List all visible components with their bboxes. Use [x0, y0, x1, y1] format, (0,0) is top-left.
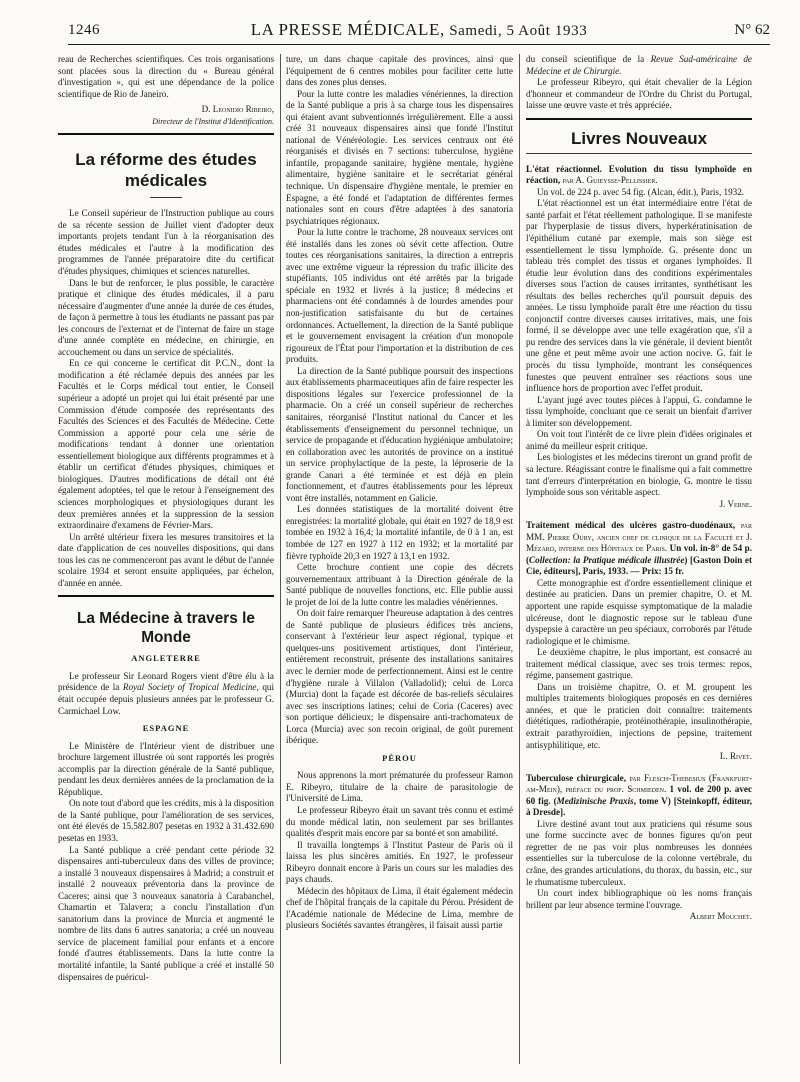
reviewer: J. Verne.: [719, 498, 752, 509]
masthead-date: Samedi, 5 Août 1933: [444, 23, 588, 39]
section-rule: [58, 133, 274, 135]
section-rule: [526, 118, 752, 120]
paragraph: ture, un dans chaque capitale des provinces, ainsi que l'équipement de 6 centres mobiles pour faciliter cette lutte dans des zones plus denses.: [286, 54, 513, 88]
paragraph: L'état réactionnel est un état intermédiaire entre l'état de santé parfait et l'état réellement pathologique. Il se manifeste par l'hyperplasie de tissus divers, hyperkératinisation de l'épithélium cutané par exemple, mais son siège est essentiellement le tissu lymphoïde. G. présente donc un tableau très complet des tissus et organes lymphoïdes. Il étudie leur évolution dans des conditions expérimentales diverses sous l'action de causes irritantes, synthétisant les résultats des belles recherches qu'il poursuit depuis des années. Le tissu lymphoïde paraît être une réaction du tissu conjonctif contre diverses causes irritatives, mais, une fois formé, il se développe avec une telle exagération que, s'il a pu rendre des services dans la vie générale, il devient bientôt une gêne et peut même avoir une action nocive. G. fait le procès du tissu lymphoïde, montrant les conséquences funestes que peuvent entraîner ses réactions sous une influence hors de proportion avec l'effet produit.: [526, 198, 752, 394]
page-number: 1246: [68, 22, 100, 38]
reviewer: L. Rivet.: [719, 751, 752, 762]
column-3: [526, 54, 752, 1064]
paragraph: Le Ministère de l'Intérieur vient de distribuer une brochure largement illustrée où sont rapportés les progrès accomplis par la direction générale de la Santé publique, pendant les deux dernières années de la proclamation de la République.: [58, 740, 274, 797]
column-divider-1: [280, 54, 281, 1064]
paragraph: La Santé publique a créé pendant cette période 32 dispensaires anti-tuberculeux dans des villes de province; a installé 3 nouveaux dispensaires à Madrid; a construit et installé 2 nouveaux préventoria dans la province de Caceres; ainsi que 3 nouveaux sanatoria à Carabanchel, Chamartin et Talavera; a conclu l'installation d'un sanatorium dans la province de Murcia et augmenté le nombre de lits dans 6 autres sanatoria; a créé un nouveau service de placement familial pour enfants et a encore fondé d'autres établissements. Dans la lutte contre la mortalité infantile, la Santé publique a créé et installé 50 dispensaires de puéricul-: [58, 844, 274, 982]
paragraph: Le deuxième chapitre, le plus important, est consacré au traitement médical classique, avec ses trois termes: repos, régime, pansement gastrique.: [526, 647, 752, 681]
column-2: [286, 54, 513, 1064]
paragraph: Dans un troisième chapitre, O. et M. groupent les multiples traitements biologiques proposés en ces dernières années, et que le praticien doit connaître: traitements diététiques, radiothérapie, protéinothérapie, insulinothérapie, extrait parathyroïdien, injections de pepsine, traitement antisyphilitique, etc.: [526, 681, 752, 750]
column-1: [58, 54, 274, 1064]
paragraph: Le professeur Sir Leonard Rogers vient d'être élu à la présidence de la Royal Society of Tropical Medicine, qui était occupée depuis plusieurs années par le professeur G. Carmichael Low.: [58, 670, 274, 716]
section-rule: [58, 595, 274, 597]
paragraph: Pour la lutte contre le trachome, 28 nouveaux services ont été installés dans les zones où sévit cette affection. Outre toutes ces réorganisations sanitaires, la direction a entrepris avec une extrême vigueur la répression du trafic illicite des stupéfiants. 105 individus ont été arrêtés par la brigade spéciale en 1932 et livrés à la justice; 8 médecins et pharmaciens ont été condamnés à de lourdes amendes pour non-justification satisfaisante du but de certaines ordonnances. Actuellement, la direction de la Santé publique et le gouvernement envisagent la création d'un monopole rigoureux de l'État pour l'importation et la distribution de ces produits.: [286, 227, 513, 365]
page-header: [68, 20, 770, 42]
article-title-medecine-monde: La Médecine à travers le Monde: [77, 610, 255, 647]
header-rule: [68, 44, 770, 45]
column-divider-2: [519, 54, 520, 1064]
paragraph: L'ayant jugé avec toutes pièces à l'appui, G. condamne le tissu lymphoïde, concluant que ce serait un bienfait d'arriver à limiter son développement.: [526, 394, 752, 428]
subheading-angleterre: ANGLETERRE: [131, 653, 201, 664]
signature-title: Directeur de l'Institut d'Identification.: [152, 116, 274, 126]
paragraph: La direction de la Santé publique poursuit des inspections aux établissements pharmaceutiques afin de faire respecter les dispositions légales sur l'exercice professionnel de la pharmacie. On a créé un conseil supérieur de recherches sanitaires, réorganisé l'Institut national du Cancer et les établissements d'enseignement du personnel technique, un service de propagande et d'éducation hygiénique ambulatoire; en collaboration avec les autorités de province on a institué un service prophylactique de la peste, la léproserie de la grande Canari a été terminée et est déjà en plein fonctionnement, et d'autres établissements pour les lépreux vont être installés, notamment en Galicie.: [286, 365, 513, 503]
issue-number: N° 62: [734, 22, 770, 38]
book-title: Tuberculose chirurgicale, par Flesch-Thebesius (Frankfurt-am-Mein), préface du prof. Schmieden. 1 vol. de 200 p. avec 60 fig. (Medizinische Praxis, tome V) [Steinkopff, éditeur, à Dresde].: [526, 772, 752, 818]
paragraph: du conseil scientifique de la Revue Sud-américaine de Médecine et de Chirurgie.: [526, 54, 752, 76]
paragraph: Le professeur Ribeyro était un savant très connu et estimé du monde médical latin, non seulement par ses brillantes qualités d'esprit mais encore par sa bonté et son amabilité.: [286, 805, 513, 839]
paragraph: Cette monographie est d'ordre essentiellement clinique et destinée au praticien. Dans un premier chapitre, O. et M. apportent une rapide esquisse symptomatique de la maladie ulcéreuse, dont le diagnostic repose sur le tableau d'une dyspepsie à caractère un peu spéciaux, corroborés par l'étude radiologique et le chimisme.: [526, 577, 752, 646]
book-title: L'état réactionnel. Evolution du tissu lymphoïde en réaction, par A. Guieysse-Pellissier.: [526, 163, 752, 186]
masthead: [68, 20, 770, 40]
section-title-livres: Livres Nouveaux: [570, 128, 708, 148]
paragraph: Médecin des hôpitaux de Lima, il était également médecin chef de l'hôpital français de la capitale du Pérou. Président de l'Académie nationale de Médecine de Lima, membre de plusieurs Sociétés savantes étrangères, il faisait aussi partie: [286, 885, 513, 931]
paragraph: Pour la lutte contre les maladies vénériennes, la direction de la Santé publique a pris à sa charge tous les dispensaires qui étaient avant subventionnés irrégulièrement. Elle a aussi créé 31 nouveaux dispensaires ainsi que fondé l'Institut national de Vénéréologie. Les services centraux ont été réorganisés et divisés en 7 sections: tuberculose, hygiène infantile, propagande sanitaire, hygiène mentale, hygiène alimentaire, hygiène sanitaire et le secrétariat général technique. Un dispensaire d'hygiène mentale, le premier en Espagne, a été fondé et l'adaptation de différentes fermes nationales sont en cours d'être adaptées à des sanatoria psychiatriques régionaux.: [286, 88, 513, 226]
section-rule: [526, 153, 752, 154]
paragraph: Cette brochure contient une copie des décrets gouvernementaux attribuant à la Direction générale de la Santé publique de nouvelles fonctions, etc. Elle publie aussi le projet de loi de la lutte contre les maladies vénériennes.: [286, 562, 513, 607]
paragraph: On note tout d'abord que les crédits, mis à la disposition de la Santé publique, pour l'amélioration de ses services, ont été élevés de 15.582.807 pesetas en 1932 à 31.432.690 pesetas en 1933.: [58, 798, 274, 843]
paragraph: Un arrêté ultérieur fixera les mesures transitoires et la date d'application de ces nouvelles dispositions, qui dans tous les cas ne commenceront pas avant le début de l'année scolaire 1934 et seront ensuite appliquées, par échelon, d'année en année.: [58, 531, 274, 588]
paragraph: Les données statistiques de la mortalité doivent être enregistrées: la mortalité globale, qui était en 1927 de 18,9 est tombée en 1932 à 16,4; la mortalité infantile, de 0 à 1 an, est tombée de 127 en 1927 à 112 en 1932; et la mortalité par fièvre typhoïde 20,3 en 1927 à 13,1 en 1932.: [286, 504, 513, 561]
book-title: Traitement médical des ulcères gastro-duodénaux, par MM. Pierre Oury, ancien chef de clinique de la Faculté et J. Mézard, interne des Hôpitaux de Paris. Un vol. in-8° de 54 p. (Collection: la Pratique médicale illustrée) [Gaston Doin et Cie, éditeurs], Paris, 1933. — Prix: 15 fr.: [526, 520, 752, 577]
paragraph: reau de Recherches scientifiques. Ces trois organisations sont placées sous la direction du « Bureau général d'investigation », qui est une dépendance de la police scientifique de Rio de Janeiro.: [58, 54, 274, 99]
paragraph: Le Conseil supérieur de l'Instruction publique au cours de sa récente session de Juillet vient d'adopter deux importants projets tendant l'un à la réorganisation des études médicales et l'autre à la modification des programmes de l'année préparatoire dite du certificat d'études physiques, chimiques et sciences naturelles.: [58, 208, 274, 277]
paragraph: En ce qui concerne le certificat dit P.C.N., dont la modification a été réclamée depuis des années par les Facultés et le Corps médical tout entier, le Conseil supérieur a adopté un projet qui lui était présenté par une Commission d'étude composée des représentants des Facultés des Sciences et des Facultés de Médecine. Cette Commission a apporté pour cela une série de modifications tendant à donner une orientation essentiellement biologique aux différents programmes et à établir un certificat d'études physiques, chimiques et biologiques. D'autres modifications de détail ont été également adoptées, tel que le retour à l'enseignement des sciences morphologiques et physiologiques durant les deux premières années et la suppression de la session extraordinaire d'examens de Février-Mars.: [58, 358, 274, 531]
paragraph: Un court index bibliographique où les noms français brillent par leur absence termine l'ouvrage.: [526, 888, 752, 910]
reviewer: Albert Mouchet.: [689, 911, 752, 922]
paragraph: Il travailla longtemps à l'Institut Pasteur de Paris où il laissa les plus sincères amitiés. En 1927, le professeur Ribeyro donnait encore à Paris un cours sur les maladies des pays chauds.: [286, 839, 513, 885]
paragraph: On doit faire remarquer l'heureuse adaptation à des centres de Santé publique de plusieurs édifices très anciens, conservant à l'extérieur leur aspect régional, typique et quelques-uns positivement artistiques, dont l'intérieur, entièrement reconstruit, présente des installations sanitaires avec le dernier mode de perfectionnement. Ainsi est le centre d'hygiène rurale à Villalon (Valladolid); celui de Lorca (Murcia) dont la façade est décorée de bas-reliefs séculaires avec ses inscriptions latines; celui de Coria (Caceres) avec son portique délicieux; le dispensaire anti-trachomateux de Lorca (Murcia) avec son recoin original, de goût purement ibérique.: [286, 608, 513, 746]
paragraph: Le professeur Ribeyro, qui était chevalier de la Légion d'honneur et commandeur de l'Ordre du Christ du Portugal, laisse une œuvre vaste et très appréciée.: [526, 77, 752, 111]
title-rule: [150, 197, 182, 198]
subheading-perou: PÉROU: [382, 752, 417, 763]
book-publication: Un vol. de 224 p. avec 54 fig. (Alcan, édit.), Paris, 1932.: [537, 186, 745, 197]
signature: D. Leonidio Ribeiro,: [201, 104, 274, 115]
masthead-title: LA PRESSE MÉDICALE,: [250, 20, 445, 39]
subheading-espagne: ESPAGNE: [142, 723, 190, 734]
paragraph: Les biologistes et les médecins tireront un grand profit de sa lecture. Réagissant contre le finalisme qui a fait commettre tant d'erreurs d'interprétation en biologie, G. montre le tissu lymphoïde sous son véritable aspect.: [526, 452, 752, 498]
paragraph: Dans le but de renforcer, le plus possible, le caractère pratique et clinique des études médicales, il a paru nécessaire d'augmenter d'une année la durée de ces études, de façon à permettre à tous les étudiants ne passant pas par les concours de l'externat et de l'internat de faire un stage d'une année complète en médecine, en chirurgie, en accouchement ou dans un service de spécialités.: [58, 277, 274, 357]
article-title-reforme: La réforme des études médicales: [75, 150, 257, 191]
paragraph: On voit tout l'intérêt de ce livre plein d'idées originales et animé du meilleur esprit critique.: [526, 429, 752, 451]
paragraph: Nous apprenons la mort prématurée du professeur Ramon E. Ribeyro, titulaire de la chaire de parasitologie de l'Université de Lima.: [286, 770, 513, 804]
paragraph: Livre destiné avant tout aux praticiens qui résume sous une forme succincte avec de bonnes figures qu'on peut regretter de ne pas voir plus nombreuses les données essentielles sur la tuberculose de la colonne vertébrale, du crâne, des grandes articulations, du thorax, du bassin, etc., sur le rhumatisme tuberculeux.: [526, 818, 752, 887]
